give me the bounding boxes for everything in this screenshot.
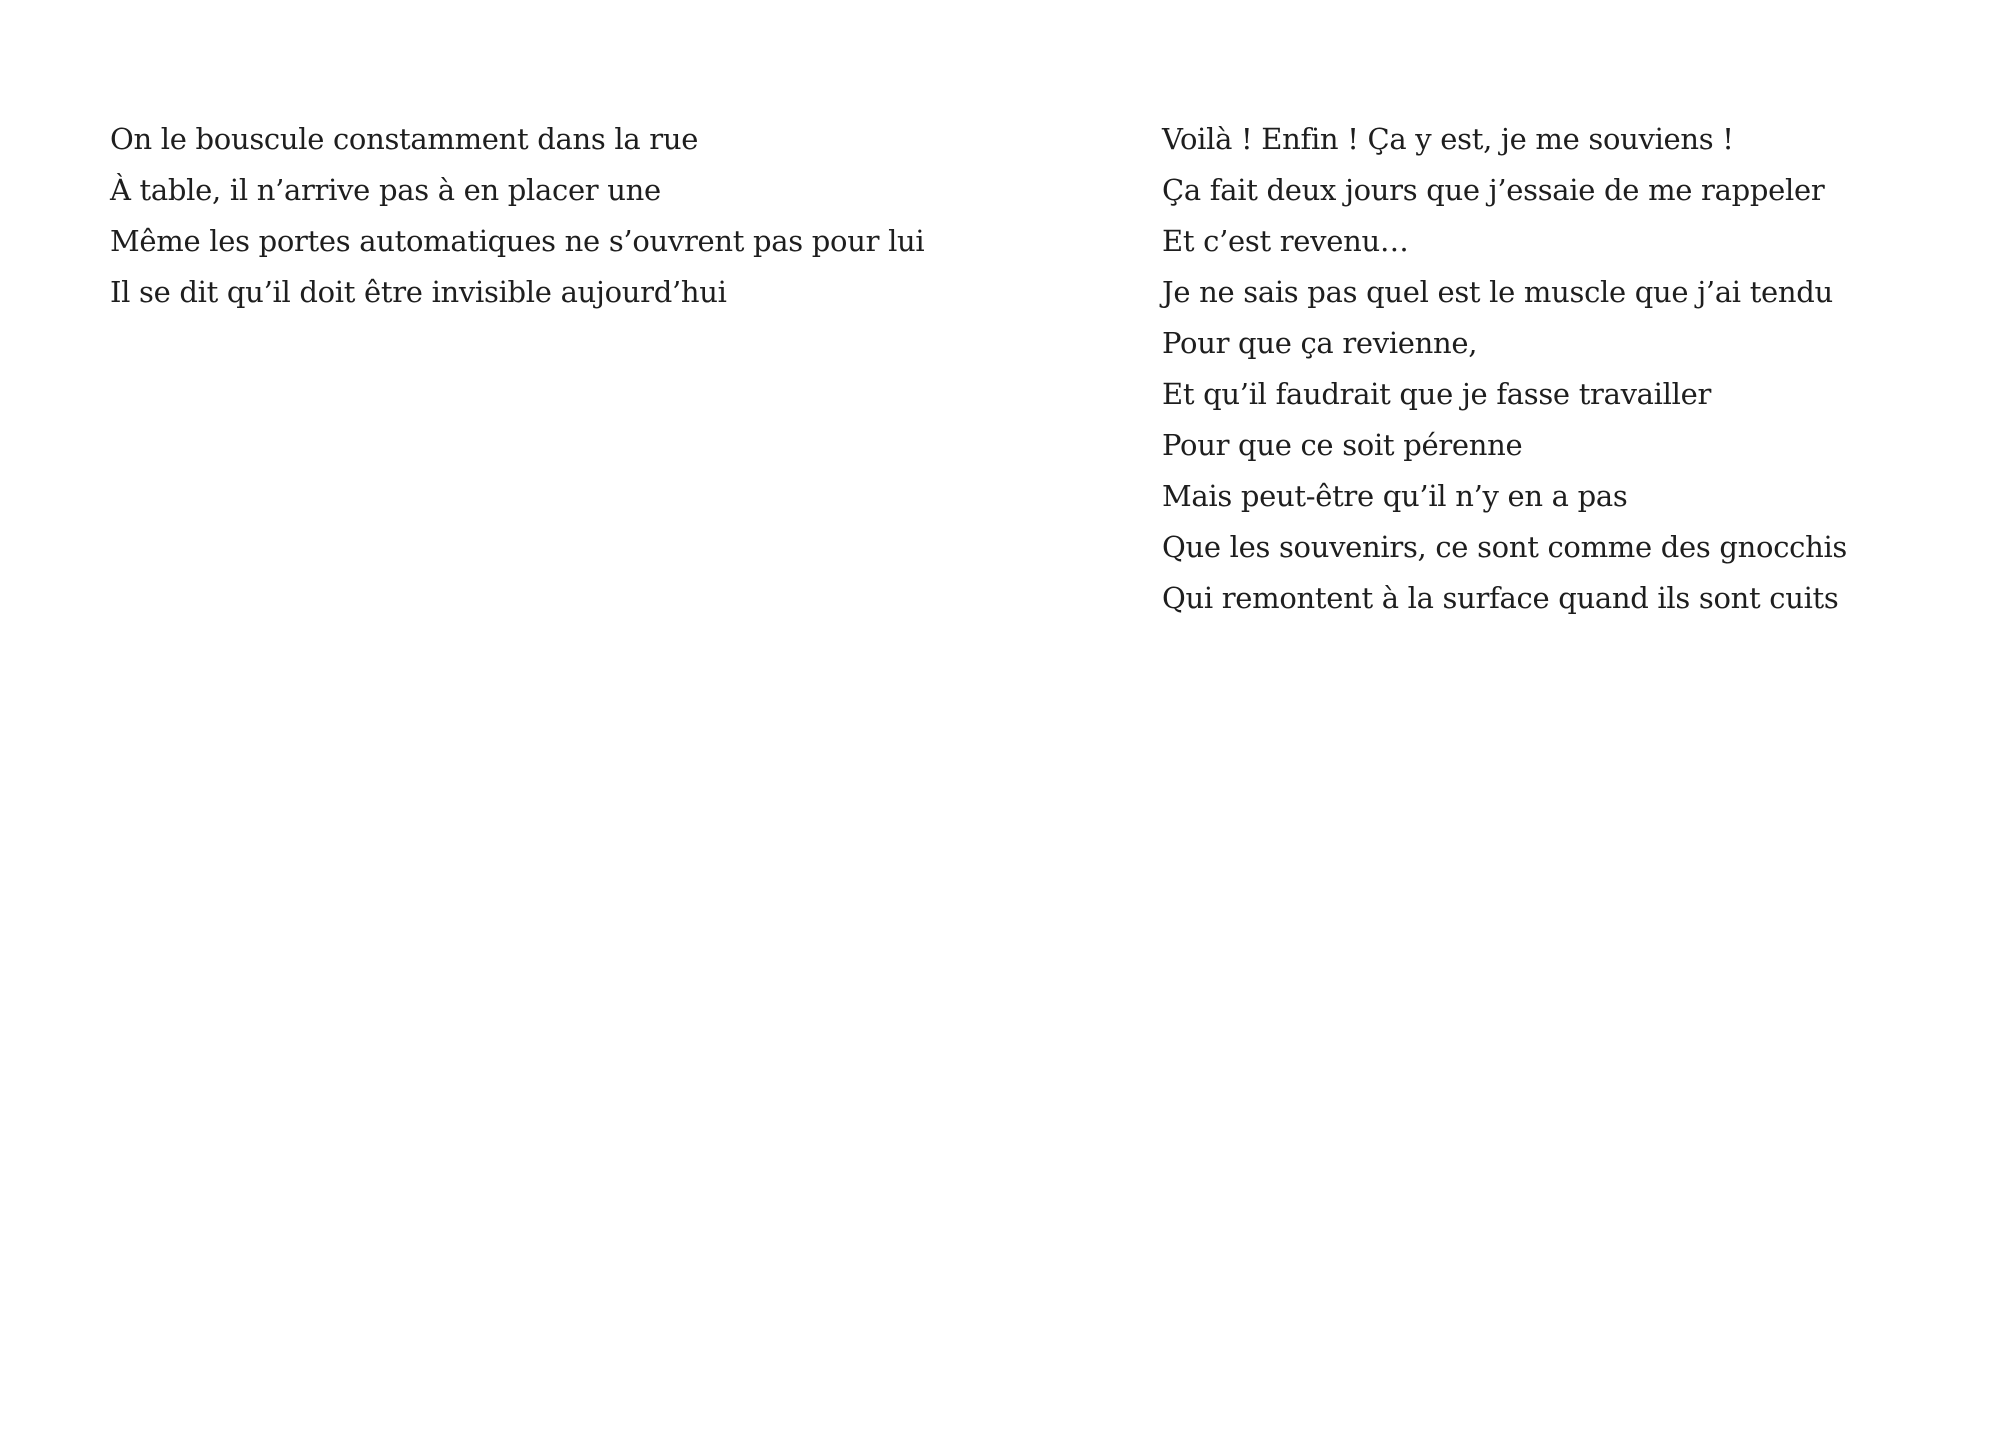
poem-line: Et c’est revenu… xyxy=(1162,224,1409,258)
poem-line: Et qu’il faudrait que je fasse travailler xyxy=(1162,377,1712,411)
poem-line: Même les portes automatiques ne s’ouvrent pas pour lui xyxy=(110,224,925,258)
poem-line: Pour que ça revienne, xyxy=(1162,326,1478,360)
poem-line: Mais peut-être qu’il n’y en a pas xyxy=(1162,479,1628,513)
poem-line: À table, il n’arrive pas à en placer une xyxy=(110,173,661,207)
poem-line: Voilà ! Enfin ! Ça y est, je me souviens ! xyxy=(1162,122,1734,156)
poem-line: Ça fait deux jours que j’essaie de me rappeler xyxy=(1162,173,1825,207)
poem-line: Que les souvenirs, ce sont comme des gnocchis xyxy=(1162,530,1848,564)
poem-line: Il se dit qu’il doit être invisible aujourd’hui xyxy=(110,275,727,309)
poem-line: On le bouscule constamment dans la rue xyxy=(110,122,699,156)
poem-line: Pour que ce soit pérenne xyxy=(1162,428,1523,462)
poem-right-column xyxy=(1162,114,1962,624)
poem-line: Je ne sais pas quel est le muscle que j’ai tendu xyxy=(1162,275,1833,309)
poem-left-column xyxy=(110,114,1010,318)
poem-line: Qui remontent à la surface quand ils sont cuits xyxy=(1162,581,1839,615)
